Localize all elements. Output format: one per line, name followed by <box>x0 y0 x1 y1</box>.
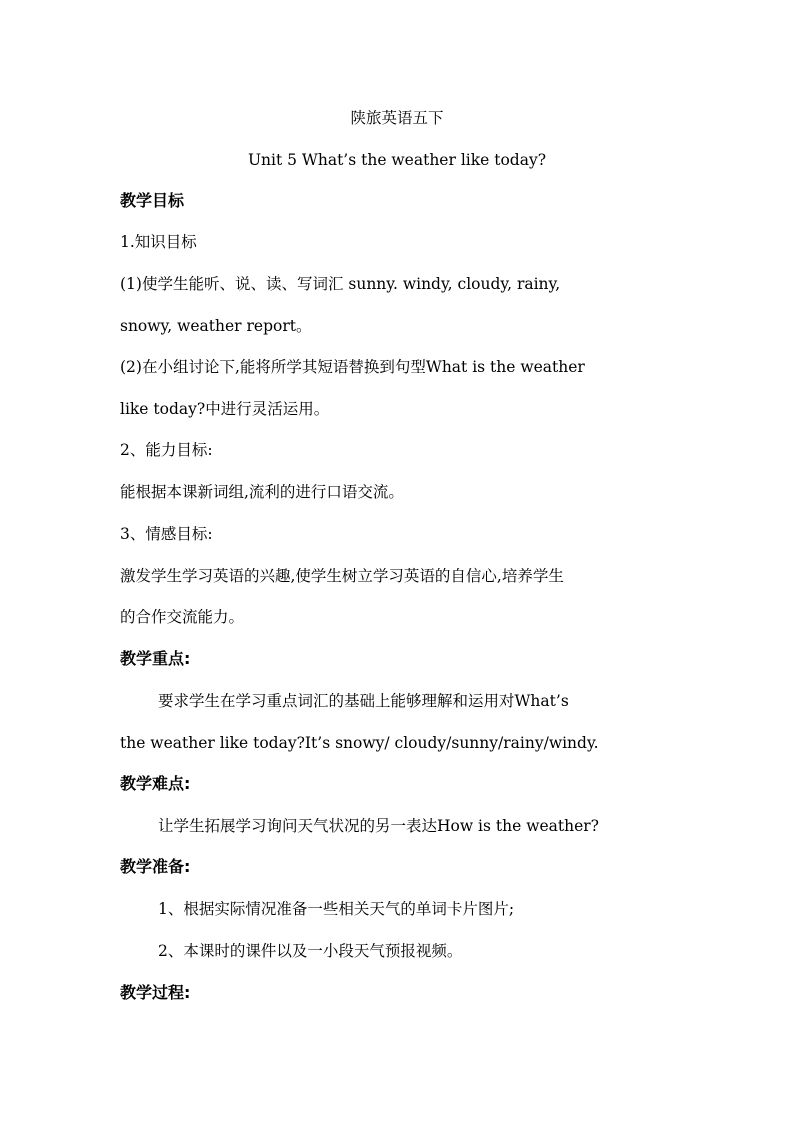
objective-knowledge-item-2: (2)在小组讨论下,能将所学其短语替换到句型What is the weather <box>120 358 585 376</box>
objective-knowledge-item-2-cont: like today?中进行灵活运用。 <box>120 400 330 418</box>
doc-subtitle: Unit 5 What’s the weather like today? <box>247 151 547 169</box>
objective-emotion: 3、情感目标: <box>120 525 213 543</box>
heading-process: 教学过程: <box>120 983 191 1002</box>
objective-ability: 2、能力目标: <box>120 441 213 459</box>
heading-objectives: 教学目标 <box>120 191 185 210</box>
heading-key-points: 教学重点: <box>120 649 191 668</box>
key-points-text-cont: the weather like today?It’s snowy/ cloudy/sunny/rainy/windy. <box>120 734 599 752</box>
objective-emotion-text: 激发学生学习英语的兴趣,使学生树立学习英语的自信心,培养学生 <box>120 567 564 585</box>
key-points-text: 要求学生在学习重点词汇的基础上能够理解和运用对What’s <box>158 692 569 710</box>
objective-ability-text: 能根据本课新词组,流利的进行口语交流。 <box>120 483 404 501</box>
objective-knowledge-item-1: (1)使学生能听、说、读、写词汇 sunny. windy, cloudy, rainy, <box>120 275 561 293</box>
preparation-item-1: 1、根据实际情况准备一些相关天气的单词卡片图片; <box>158 900 515 918</box>
preparation-item-2: 2、本课时的课件以及一小段天气预报视频。 <box>158 942 463 960</box>
objective-knowledge-item-1-cont: snowy, weather report。 <box>120 317 312 335</box>
heading-preparation: 教学准备: <box>120 857 191 876</box>
doc-title: 陕旅英语五下 <box>350 109 444 127</box>
objective-knowledge: 1.知识目标 <box>120 233 197 251</box>
heading-difficult-points: 教学难点: <box>120 774 191 793</box>
difficult-points-text: 让学生拓展学习询问天气状况的另一表达How is the weather? <box>158 817 599 835</box>
objective-emotion-text-cont: 的合作交流能力。 <box>120 608 245 626</box>
